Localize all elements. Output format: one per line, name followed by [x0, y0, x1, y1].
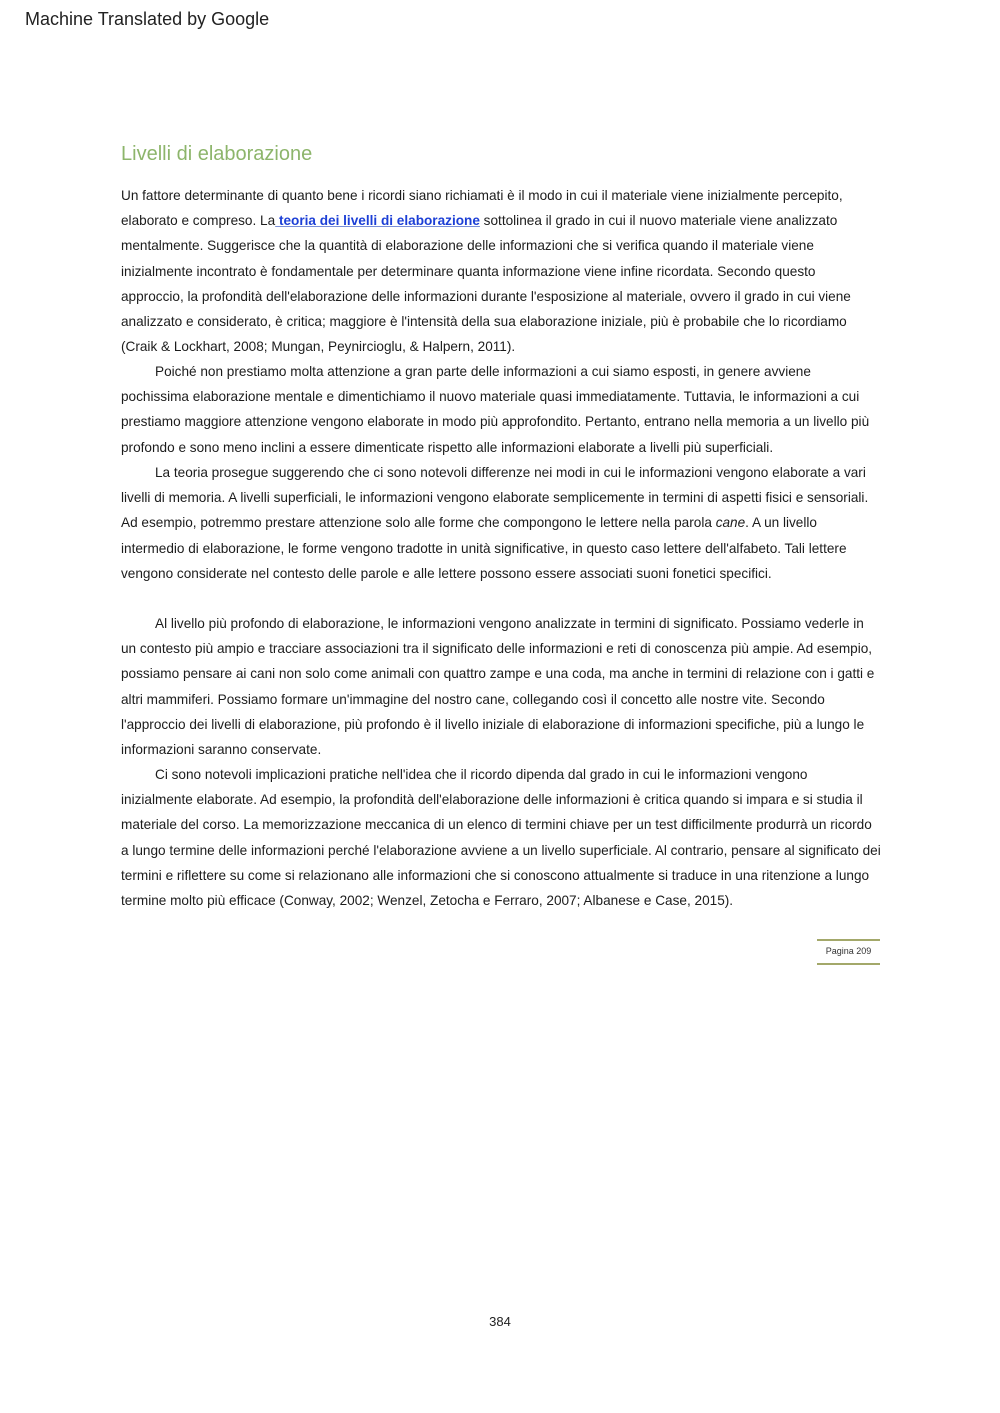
paragraph-3: [121, 460, 881, 586]
paragraph-1: [121, 183, 881, 359]
paragraph-3-text-start: La teoria prosegue suggerendo che ci sono notevoli differenze nei modi in cui le informazioni vengono elaborate a vari livelli di memoria. A livelli superficiali, le informazioni vengono elaborate semplicemente in termini di aspetti fisici e sensoriali. Ad esempio, potremmo prestare attenzione solo alle forme che compongono le lettere nella parola: [121, 465, 869, 531]
paragraph-1-text-start: Un fattore determinante di quanto bene i ricordi siano richiamati è il modo in cui il materiale viene inizialmente percepito, elaborato e compreso. La: [121, 188, 843, 229]
paragraph-4-text: Al livello più profondo di elaborazione, le informazioni vengono analizzate in termini di significato. Possiamo vederle in un contesto più ampio e tracciare associazioni tra il significato delle informazioni e reti di conoscenza più ampie. Ad esempio, possiamo pensare ai cani non solo come animali con quattro zampe e una coda, ma anche in termini di relazione con i gatti e altri mammiferi. Possiamo formare un'immagine del nostro cane, collegando così il concetto alle nostre vite. Secondo l'approccio dei livelli di elaborazione, più profondo è il livello iniziale di elaborazione di informazioni specifiche, più a lungo le informazioni saranno conservate.: [121, 616, 875, 758]
paragraph-4: [121, 611, 881, 762]
paragraph-3-text-end: . A un livello intermedio di elaborazione, le forme vengono tradotte in unità significative, in questo caso lettere dell'alfabeto. Tali lettere vengono considerate nel contesto delle parole e alle lettere possono essere associati suoni fonetici specifici.: [121, 515, 847, 581]
original-page-tag: Pagina 209: [817, 939, 880, 965]
paragraph-2-text: Poiché non prestiamo molta attenzione a gran parte delle informazioni a cui siamo esposti, in genere avviene pochissima elaborazione mentale e dimentichiamo il nuovo materiale quasi immediatamente. Tuttavia, le informazioni a cui prestiamo maggiore attenzione vengono elaborate in modo più approfondito. Pertanto, entrano nella memoria a un livello più profondo e sono meno inclini a essere dimenticate rispetto alle informazioni elaborate a livelli più superficiali.: [121, 364, 870, 455]
paragraph-2: [121, 359, 881, 460]
page-number: 384: [489, 1314, 511, 1329]
italic-word: cane: [715, 515, 746, 531]
paragraph-5: [121, 762, 881, 913]
paragraph-1-text-end: sottolinea il grado in cui il nuovo materiale viene analizzato mentalmente. Suggerisce che la quantità di elaborazione delle informazioni che si verifica quando il materiale viene inizialmente incontrato è fondamentale per determinare quanta informazione viene infine ricordata. Secondo questo approccio, la profondità dell'elaborazione delle informazioni durante l'esposizione al materiale, ovvero il grado in cui viene analizzato e considerato, è critica; maggiore è l'intensità della sua elaborazione iniziale, più è probabile che lo ricordiamo (Craik & Lockhart, 2008; Mungan, Peynircioglu, & Halpern, 2011).: [121, 213, 851, 355]
levels-of-processing-link[interactable]: teoria dei livelli di elaborazione: [275, 213, 480, 229]
machine-translation-banner: Machine Translated by Google: [25, 9, 270, 29]
paragraph-5-text: Ci sono notevoli implicazioni pratiche nell'idea che il ricordo dipenda dal grado in cui le informazioni vengono inizialmente elaborate. Ad esempio, la profondità dell'elaborazione delle informazioni è critica quando si impara e si studia il materiale del corso. La memorizzazione meccanica di un elenco di termini chiave per un test difficilmente produrrà un ricordo a lungo termine delle informazioni perché l'elaborazione avviene a un livello superficiale. Al contrario, pensare al significato dei termini e riflettere su come si relazionano alle informazioni che si conoscono attualmente si traduce in una ritenzione a lungo termine molto più efficace (Conway, 2002; Wenzel, Zetocha e Ferraro, 2007; Albanese e Case, 2015).: [121, 767, 881, 909]
section-heading: Livelli di elaborazione: [121, 143, 313, 165]
